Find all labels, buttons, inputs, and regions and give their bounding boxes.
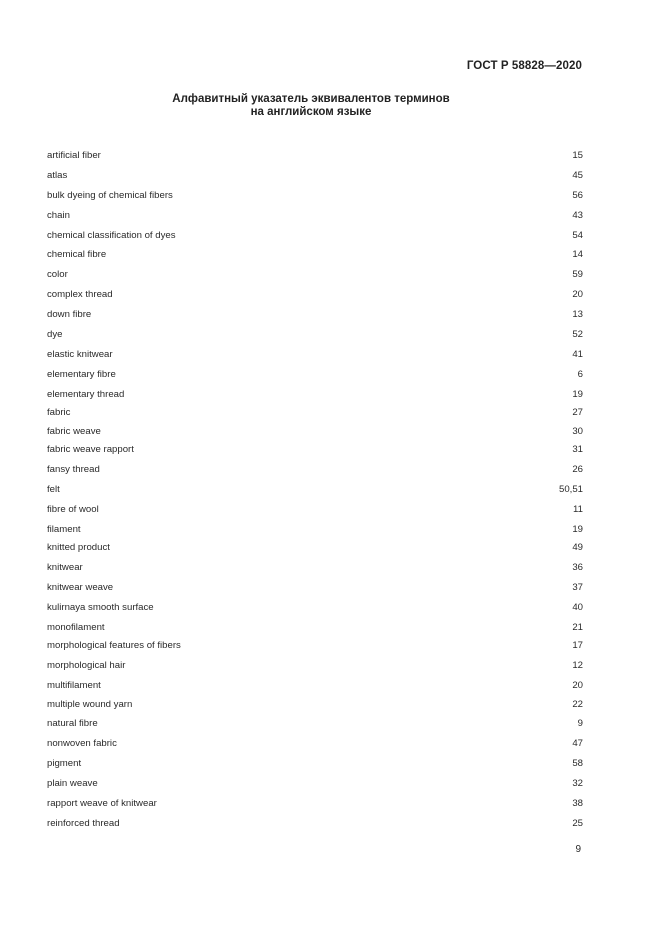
index-page-ref: 20: [572, 680, 583, 691]
index-page-ref: 17: [572, 640, 583, 651]
index-term: down fibre: [47, 309, 92, 320]
index-page-ref: 56: [572, 190, 583, 201]
index-entry: [47, 757, 583, 771]
index-term: elementary fibre: [47, 369, 116, 380]
index-term: morphological hair: [47, 660, 126, 671]
index-page-ref: 20: [572, 289, 583, 300]
index-term: plain weave: [47, 778, 98, 789]
index-term: multiple wound yarn: [47, 699, 133, 710]
index-page-ref: 11: [573, 504, 583, 515]
index-entry: [47, 698, 583, 712]
index-term: fabric weave rapport: [47, 444, 134, 455]
index-term: elastic knitwear: [47, 349, 113, 360]
index-page-ref: 36: [572, 562, 583, 573]
index-page-ref: 21: [572, 622, 583, 633]
index-page-ref: 59: [572, 269, 583, 280]
index-page-ref: 41: [572, 349, 583, 360]
index-page-ref: 14: [572, 249, 583, 260]
index-entry: [47, 229, 583, 243]
index-entry: [47, 368, 583, 382]
index-term: color: [47, 269, 68, 280]
index-page-ref: 52: [572, 329, 583, 340]
index-entry: [47, 601, 583, 615]
index-entry: [47, 541, 583, 555]
index-entry: [47, 288, 583, 302]
index-term: knitwear weave: [47, 582, 114, 593]
index-page-ref: 6: [577, 369, 583, 380]
index-term: atlas: [47, 170, 68, 181]
index-entry: [47, 348, 583, 362]
index-term: chemical classification of dyes: [47, 230, 176, 241]
index-term: kulirnaya smooth surface: [47, 602, 154, 613]
index-term: rapport weave of knitwear: [47, 798, 157, 809]
index-page-ref: 19: [572, 524, 583, 535]
index-page-ref: 54: [572, 230, 583, 241]
index-entry: [47, 209, 583, 223]
index-page-ref: 49: [572, 542, 583, 553]
index-page-ref: 31: [572, 444, 583, 455]
index-entry: [47, 817, 583, 831]
index-entry: [47, 561, 583, 575]
index-page-ref: 45: [572, 170, 583, 181]
index-term: chain: [47, 210, 70, 221]
index-page-ref: 27: [572, 407, 583, 418]
index-entry: [47, 503, 583, 517]
index-page-ref: 58: [572, 758, 583, 769]
index-term: elementary thread: [47, 389, 125, 400]
index-term: complex thread: [47, 289, 113, 300]
index-title-line-2: на английском языке: [250, 106, 372, 118]
index-entry: [47, 639, 583, 653]
index-term: pigment: [47, 758, 82, 769]
index-page-ref: 15: [572, 150, 583, 161]
index-page-ref: 37: [572, 582, 583, 593]
index-entry: [47, 406, 583, 420]
index-page-ref: 25: [572, 818, 583, 829]
index-page-ref: 30: [572, 426, 583, 437]
index-entry: [47, 268, 583, 282]
index-page-ref: 9: [577, 718, 583, 729]
index-entry: [47, 328, 583, 342]
index-entry: [47, 443, 583, 457]
index-entry: [47, 679, 583, 693]
index-entry: [47, 463, 583, 477]
index-page-ref: 22: [572, 699, 583, 710]
index-page-ref: 13: [572, 309, 583, 320]
document-code: ГОСТ Р 58828—2020: [466, 60, 582, 72]
index-term: chemical fibre: [47, 249, 107, 260]
index-term: nonwoven fabric: [47, 738, 117, 749]
index-page-ref: 12: [572, 660, 583, 671]
index-title-line-1: Алфавитный указатель эквивалентов терминов: [172, 93, 450, 105]
index-entry: [47, 777, 583, 791]
index-entry: [47, 169, 583, 183]
index-entry: [47, 149, 583, 163]
index-entry: [47, 388, 583, 402]
index-term: monofilament: [47, 622, 105, 633]
index-term: reinforced thread: [47, 818, 120, 829]
index-page-ref: 38: [572, 798, 583, 809]
index-entry: [47, 581, 583, 595]
index-term: natural fibre: [47, 718, 98, 729]
index-page-ref: 19: [572, 389, 583, 400]
index-term: fabric: [47, 407, 71, 418]
index-entry: [47, 425, 583, 439]
index-term: filament: [47, 524, 81, 535]
index-entry: [47, 248, 583, 262]
index-page-ref: 32: [572, 778, 583, 789]
index-entry: [47, 483, 583, 497]
index-term: knitted product: [47, 542, 110, 553]
index-term: fibre of wool: [47, 504, 99, 515]
page-number: 9: [575, 844, 581, 855]
index-term: felt: [47, 484, 60, 495]
index-term: knitwear: [47, 562, 83, 573]
index-entry: [47, 621, 583, 635]
index-entry: [47, 797, 583, 811]
index-term: fabric weave: [47, 426, 101, 437]
index-term: fansy thread: [47, 464, 100, 475]
index-term: multifilament: [47, 680, 101, 691]
index-entry: [47, 308, 583, 322]
index-term: artificial fiber: [47, 150, 101, 161]
index-page-ref: 26: [572, 464, 583, 475]
index-entry: [47, 659, 583, 673]
index-term: dye: [47, 329, 63, 340]
index-title: [0, 93, 622, 119]
index-entry: [47, 717, 583, 731]
index-entry: [47, 737, 583, 751]
index-page-ref: 47: [572, 738, 583, 749]
index-page-ref: 40: [572, 602, 583, 613]
index-term: morphological features of fibers: [47, 640, 181, 651]
index-page-ref: 50,51: [558, 484, 583, 495]
index-entry: [47, 189, 583, 203]
index-entry: [47, 523, 583, 537]
index-term: bulk dyeing of chemical fibers: [47, 190, 173, 201]
index-page-ref: 43: [572, 210, 583, 221]
